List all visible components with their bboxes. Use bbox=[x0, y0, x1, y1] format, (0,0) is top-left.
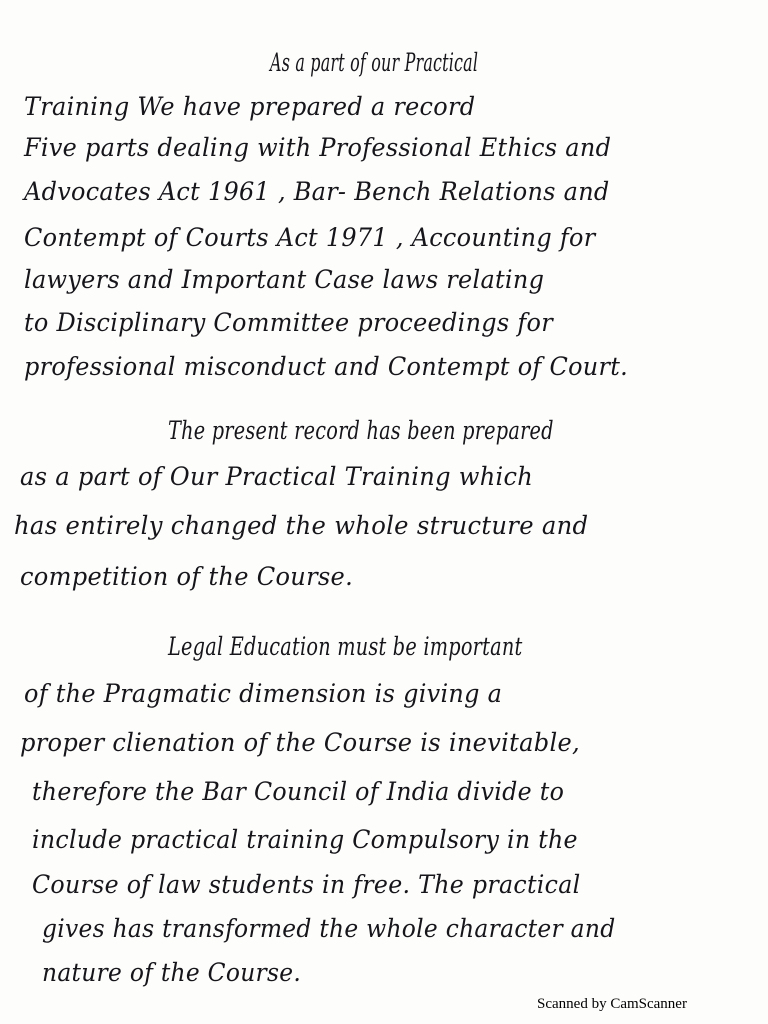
text-line: Legal Education must be important bbox=[168, 632, 523, 661]
text-line: Training We have prepared a record bbox=[24, 92, 476, 121]
text-line: nature of the Course. bbox=[42, 958, 302, 987]
text-line: has entirely changed the whole structure and bbox=[14, 511, 589, 540]
text-line: gives has transformed the whole character and bbox=[42, 914, 616, 943]
text-line: Contempt of Courts Act 1971 , Accounting for bbox=[24, 223, 596, 252]
text-line: The present record has been prepared bbox=[168, 416, 554, 445]
text-line: as a part of Our Practical Training which bbox=[20, 462, 534, 491]
text-line: of the Pragmatic dimension is giving a bbox=[24, 679, 503, 708]
text-line: competition of the Course. bbox=[20, 562, 354, 591]
text-line: therefore the Bar Council of India divide to bbox=[32, 777, 565, 806]
text-line: to Disciplinary Committee proceedings for bbox=[24, 308, 553, 337]
text-line: As a part of our Practical bbox=[270, 48, 479, 77]
text-line: proper clienation of the Course is inevitable, bbox=[20, 728, 580, 757]
text-line: Course of law students in free. The practical bbox=[32, 870, 581, 899]
text-line: Advocates Act 1961 , Bar- Bench Relations and bbox=[24, 177, 610, 206]
text-line: lawyers and Important Case laws relating bbox=[24, 265, 545, 294]
text-line: professional misconduct and Contempt of Court. bbox=[24, 352, 629, 381]
text-line: Five parts dealing with Professional Ethics and bbox=[24, 133, 612, 162]
scanner-watermark: Scanned by CamScanner bbox=[537, 996, 687, 1012]
text-line: include practical training Compulsory in the bbox=[32, 825, 578, 854]
